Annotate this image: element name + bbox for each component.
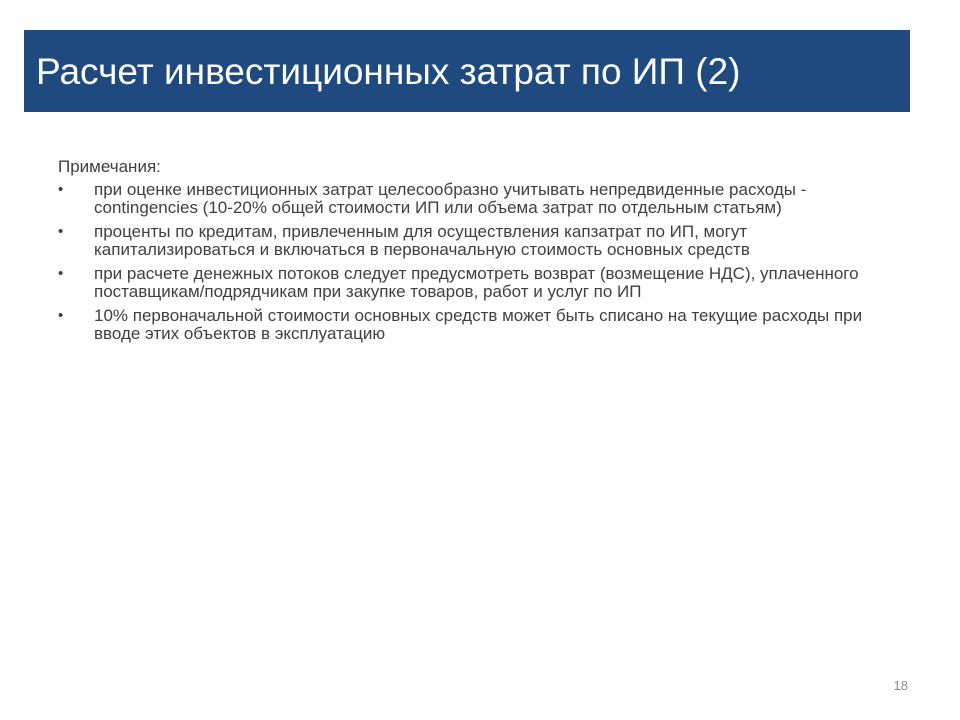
list-item (58, 265, 898, 301)
bullet-icon: • (58, 181, 64, 198)
list-item-text: при оценке инвестиционных затрат целесообразно учитывать непредвиденные расходы - contingencies (10-20% общей стоимости ИП или объема затрат по отдельным статьям) (94, 180, 807, 217)
list-item-text: 10% первоначальной стоимости основных средств может быть списано на текущие расходы при вводе этих объектов в эксплуатацию (94, 306, 863, 343)
slide-content (58, 158, 898, 349)
bullet-icon: • (58, 223, 64, 240)
bullet-icon: • (58, 265, 64, 282)
list-item-text: проценты по кредитам, привлеченным для осуществления капзатрат по ИП, могут капитализироваться и включаться в первоначальную стоимость основных средств (94, 222, 750, 259)
list-item (58, 307, 898, 343)
list-item (58, 181, 898, 217)
notes-list (58, 181, 898, 343)
title-bar (24, 30, 910, 112)
slide-title: Расчет инвестиционных затрат по ИП (2) (36, 51, 741, 92)
notes-heading: Примечания: (58, 157, 161, 176)
list-item-text: при расчете денежных потоков следует предусмотреть возврат (возмещение НДС), уплаченного поставщикам/подрядчикам при закупке товаров, работ и услуг по ИП (94, 264, 859, 301)
list-item (58, 223, 898, 259)
bullet-icon: • (58, 307, 64, 324)
page-number: 18 (893, 678, 908, 693)
